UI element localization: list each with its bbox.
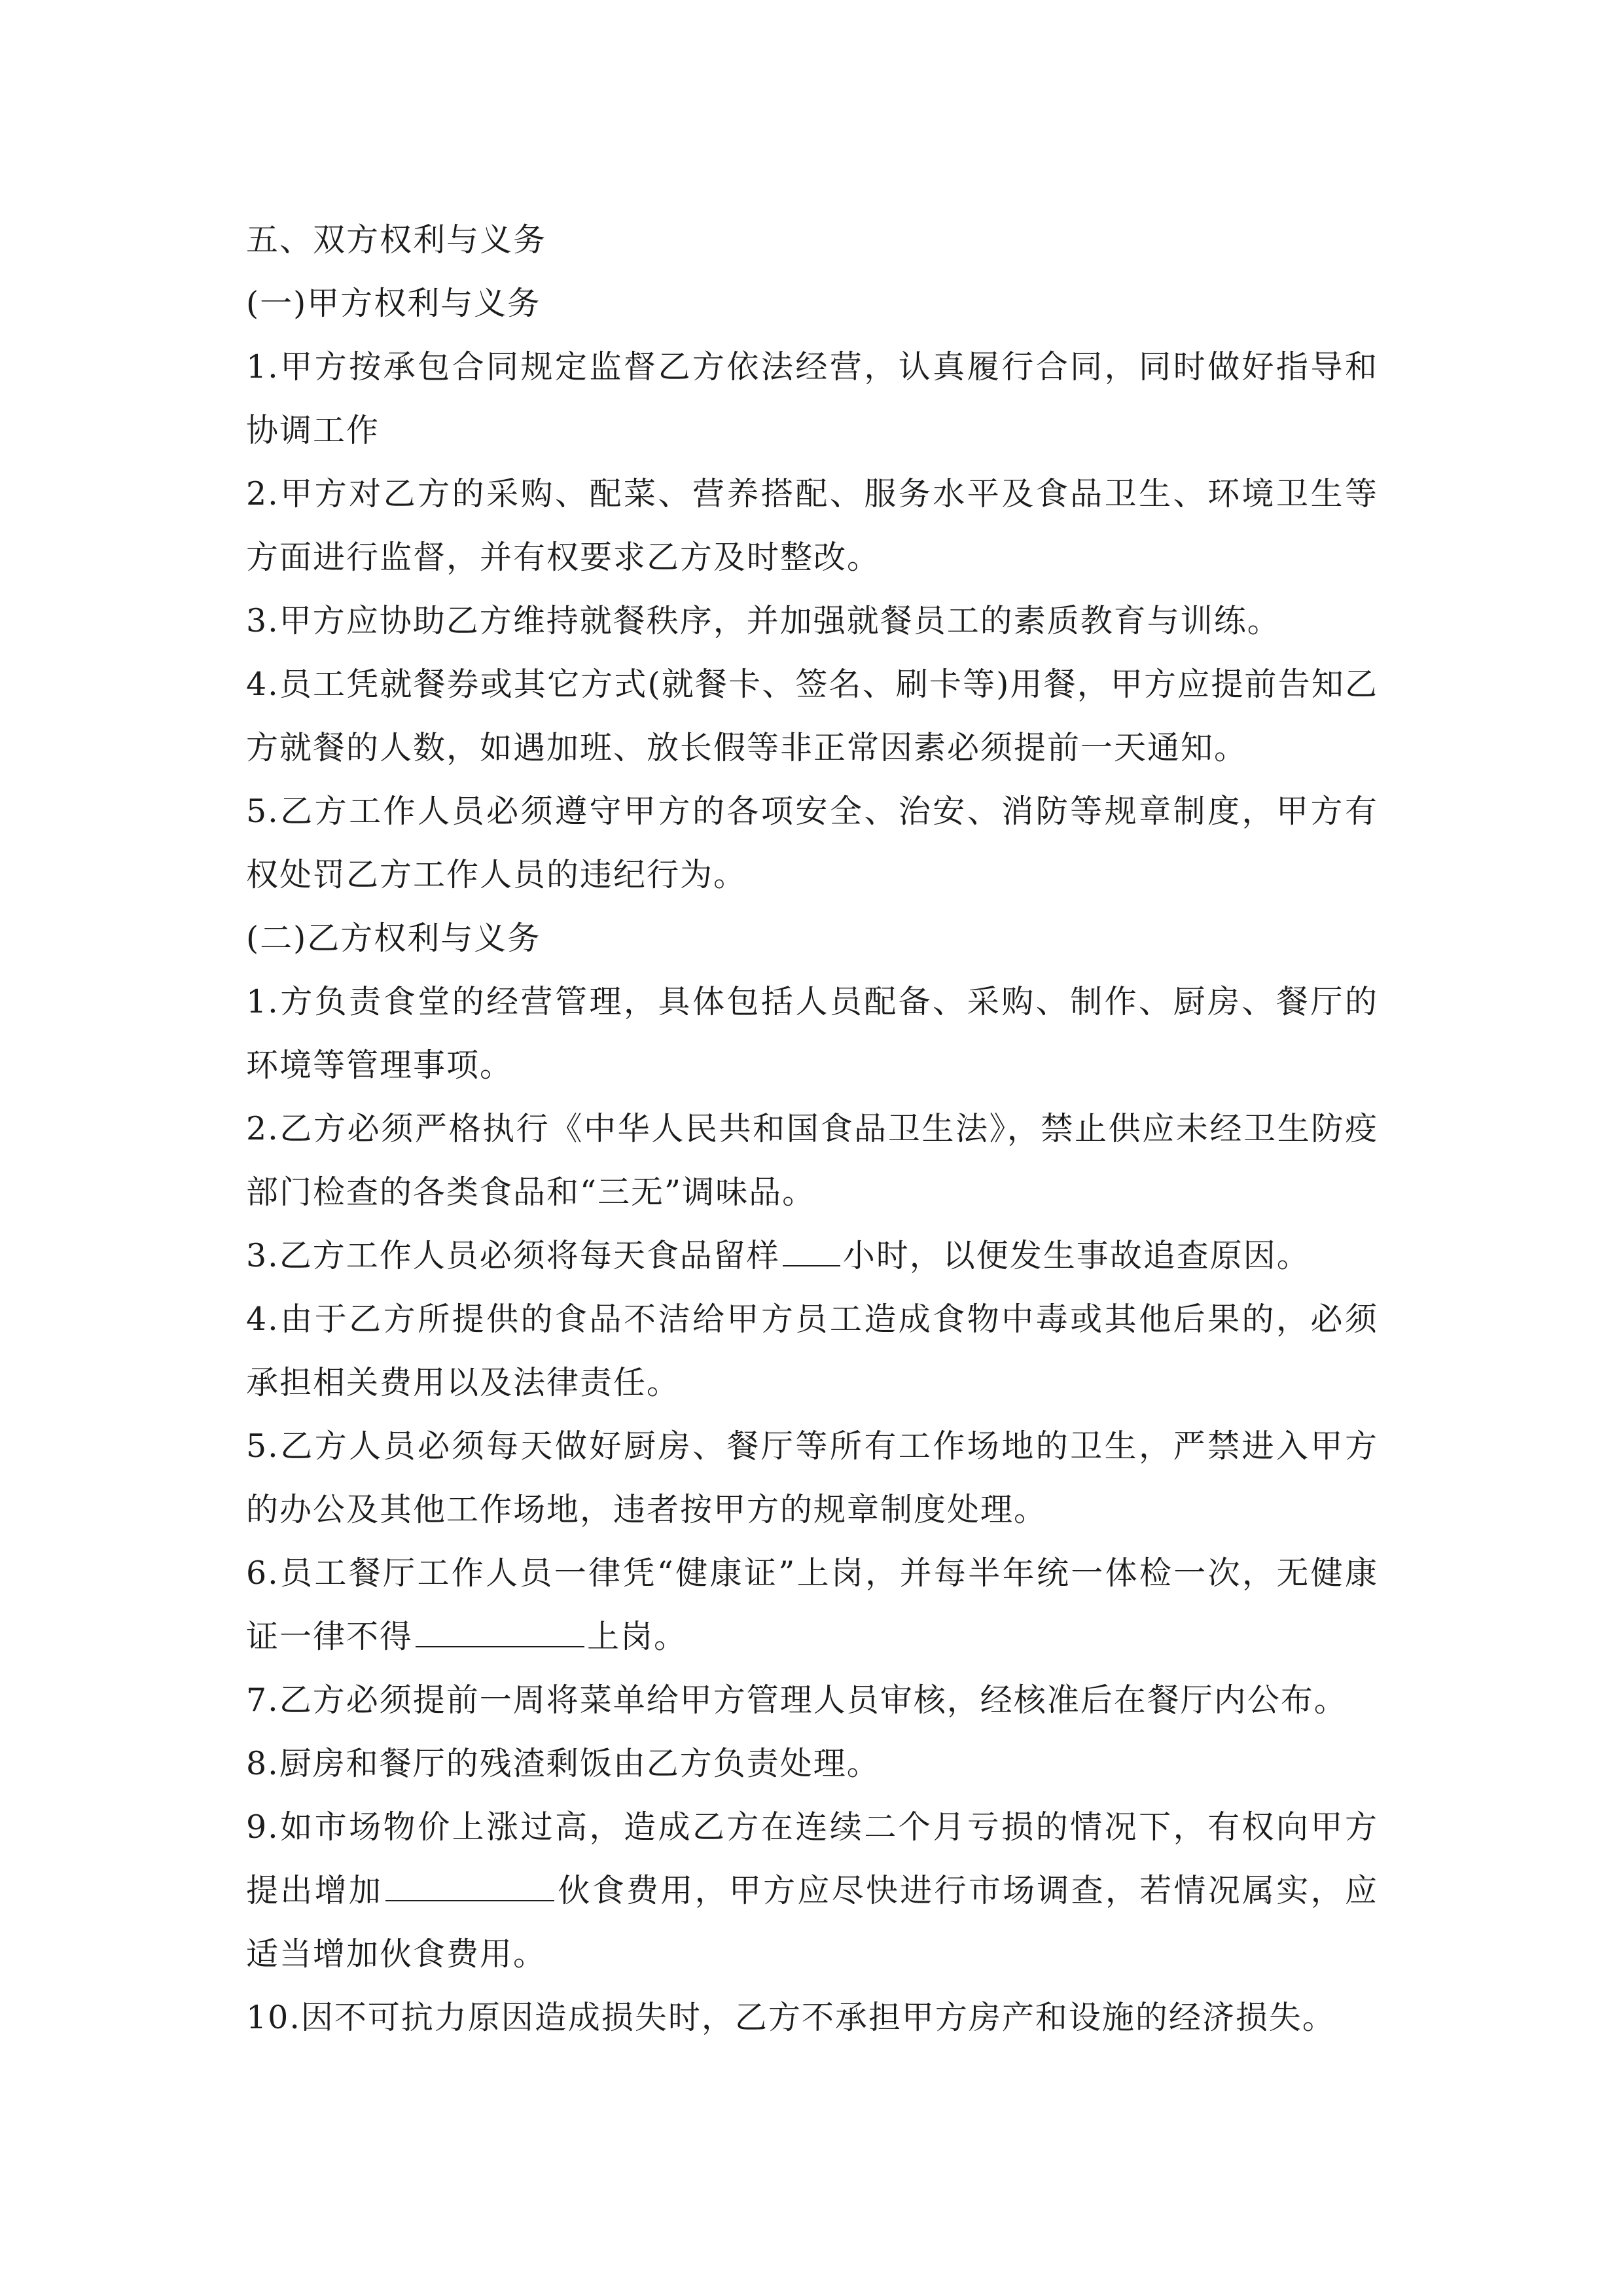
party-b-item-9	[246, 1795, 1378, 1986]
party-b-item-3-text-after: 小时，以便发生事故追查原因。	[842, 1237, 1310, 1274]
party-b-item-8: 8.厨房和餐厅的残渣剩饭由乙方负责处理。	[246, 1745, 880, 1782]
party-a-heading: (一)甲方权利与义务	[246, 285, 541, 322]
party-a-item-5: 5.乙方工作人员必须遵守甲方的各项安全、治安、消防等规章制度，甲方有权处罚乙方工作人员的违纪行为。	[246, 793, 1378, 893]
party-b-item-2: 2.乙方必须严格执行《中华人民共和国食品卫生法》，禁止供应未经卫生防疫部门检查的各类食品和“三无”调味品。	[246, 1110, 1378, 1211]
party-a-item-3: 3.甲方应协助乙方维持就餐秩序，并加强就餐员工的素质教育与训练。	[246, 602, 1281, 639]
party-b-heading: (二)乙方权利与义务	[246, 920, 541, 957]
party-b-item-5: 5.乙方人员必须每天做好厨房、餐厅等所有工作场地的卫生，严禁进入甲方的办公及其他工作场地，违者按甲方的规章制度处理。	[246, 1427, 1378, 1528]
party-b-item-1: 1.方负责食堂的经营管理，具体包括人员配备、采购、制作、厨房、餐厅的环境等管理事项。	[246, 983, 1378, 1084]
document-body	[246, 208, 1378, 2049]
party-a-item-2: 2.甲方对乙方的采购、配菜、营养搭配、服务水平及食品卫生、环境卫生等方面进行监督，并有权要求乙方及时整改。	[246, 475, 1378, 576]
party-a-item-4: 4.员工凭就餐券或其它方式(就餐卡、签名、刷卡等)用餐，甲方应提前告知乙方就餐的人数，如遇加班、放长假等非正常因素必须提前一天通知。	[246, 666, 1378, 766]
party-b-item-7: 7.乙方必须提前一周将菜单给甲方管理人员审核，经核准后在餐厅内公布。	[246, 1681, 1347, 1719]
party-b-item-3-text-before: 3.乙方工作人员必须将每天食品留样	[246, 1237, 780, 1274]
party-b-item-3	[246, 1224, 1378, 1287]
party-a-item-1: 1.甲方按承包合同规定监督乙方依法经营，认真履行合同，同时做好指导和协调工作	[246, 348, 1378, 449]
fill-in-blank[interactable]	[416, 1608, 584, 1647]
party-b-item-6-text-before: 6.员工餐厅工作人员一律凭“健康证”上岗，并每半年统一体检一次，无健康证一律不得	[246, 1554, 1378, 1655]
fill-in-blank[interactable]	[385, 1862, 554, 1901]
party-b-item-9-text-before: 9.如市场物价上涨过高，造成乙方在连续二个月亏损的情况下，有权向甲方提出增加	[246, 1808, 1378, 1909]
section-title: 五、双方权利与义务	[246, 221, 547, 259]
party-b-item-6-text-after: 上岗。	[587, 1618, 688, 1655]
party-b-item-9-text-after: 伙食费用，甲方应尽快进行市场调查，若情况属实，应适当增加伙食费用。	[246, 1872, 1378, 1973]
party-b-item-10: 10.因不可抗力原因造成损失时，乙方不承担甲方房产和设施的经济损失。	[246, 1999, 1336, 2036]
fill-in-blank[interactable]	[783, 1227, 840, 1266]
party-b-item-4: 4.由于乙方所提供的食品不洁给甲方员工造成食物中毒或其他后果的，必须承担相关费用以及法律责任。	[246, 1300, 1378, 1401]
party-b-item-6	[246, 1541, 1378, 1668]
